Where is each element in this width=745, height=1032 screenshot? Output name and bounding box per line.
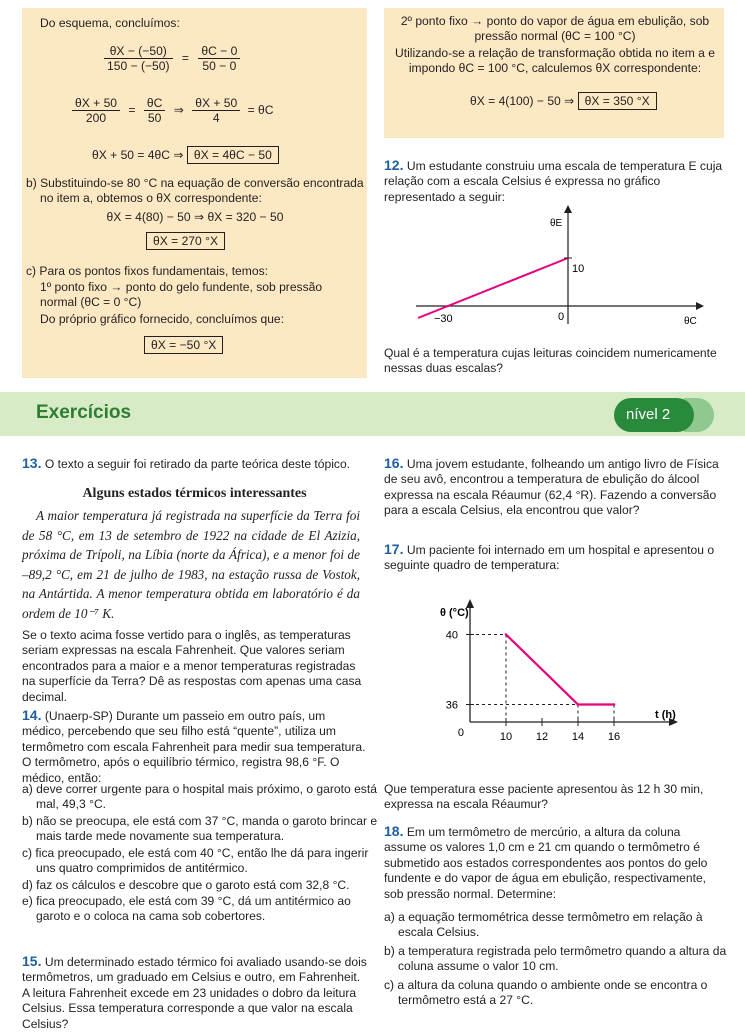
question-13 xyxy=(22,456,367,472)
eq2-c-numerator: θX + 50 xyxy=(192,96,240,111)
graph12-y-label: θE xyxy=(550,218,563,229)
question-17-number: 17. xyxy=(384,541,404,557)
chart17-y-tick-label-1: 40 xyxy=(445,629,458,642)
eq1-lhs-numerator: θX − (−50) xyxy=(104,44,173,59)
chart17-x-tick-label-2: 14 xyxy=(571,731,585,743)
eq1-rhs-denominator: 50 − 0 xyxy=(202,59,237,73)
solution-right-line2: Utilizando-se a relação de transformação obtida no item a e impondo θC = 100 °C, calculemos θX correspondente: xyxy=(395,46,715,76)
question-14 xyxy=(22,708,367,786)
question-15 xyxy=(22,954,367,1032)
question-14-option-a[interactable]: a) deve correr urgente para o hospital mais próximo, o garoto está mal, 49,3 °C. xyxy=(22,782,377,812)
equation-1: $\frac{\theta X - (-50)}{150 - (-50)}$ = $\frac{\theta C - 0}{50 - 0}$ xyxy=(104,44,284,73)
question-17 xyxy=(384,542,724,574)
question-14-option-e[interactable]: e) fica preocupado, ele está com 39 °C, dá um antitérmico ao garoto e o coloca na cama sob cobertores. xyxy=(22,894,351,924)
question-13-text: O texto a seguir foi retirado da parte teórica deste tópico. xyxy=(44,457,351,471)
eq3-left: θX + 50 = 4θC ⇒ xyxy=(92,148,184,162)
question-17-question: Que temperatura esse paciente apresentou às 12 h 30 min, expressa na escala Réaumur? xyxy=(384,782,704,812)
chart17-x-tick-label-3: 16 xyxy=(607,731,621,743)
question-14-option-d[interactable]: d) faz os cálculos e descobre que o garoto está com 32,8 °C. xyxy=(22,878,350,892)
equation-3 xyxy=(92,146,279,164)
eq2-a-denominator: 200 xyxy=(85,111,107,125)
question-15-number: 15. xyxy=(22,953,42,969)
solution-right-result: θX = 350 °X xyxy=(578,92,657,110)
chart17-origin-label: 0 xyxy=(457,727,464,739)
eq3-boxed-result: θX = 4θC − 50 xyxy=(187,146,279,164)
question-14-option-c[interactable]: c) fica preocupado, ele está com 40 °C, então lhe dá para ingerir uns quatro comprimidos de antitérmico. xyxy=(22,846,369,876)
solution-c-text2: 1º ponto fixo → ponto do gelo fundente, sob pressão normal (θC = 0 °C) xyxy=(40,280,323,310)
eq1-rhs-numerator: θC − 0 xyxy=(198,44,240,59)
solution-c-text1: c) Para os pontos fixos fundamentais, temos: xyxy=(26,264,268,278)
chart17-y-tick-label-0: 36 xyxy=(445,699,458,712)
chart17-x-label: t (h) xyxy=(655,709,676,721)
temperature-chart xyxy=(410,594,710,764)
question-12-question: Qual é a temperatura cujas leituras coincidem numericamente nessas duas escalas? xyxy=(384,346,717,376)
eq2-b-denominator: 50 xyxy=(147,111,162,125)
chart17-point-1 xyxy=(577,703,580,706)
solution-intro: Do esquema, concluímos: xyxy=(40,16,180,30)
solution-b-text: b) Substituindo-se 80 °C na equação de conversão encontrada no item a, obtemos o θX correspondente: xyxy=(26,176,364,206)
eq2-tail: = θC xyxy=(247,102,274,117)
question-18 xyxy=(384,824,724,902)
graph12-tick-y: 10 xyxy=(572,263,585,275)
section-title: Exercícios xyxy=(36,402,132,423)
question-13-box-text: A maior temperatura já registrada na superfície da Terra foi de 58 °C, em 13 de setembro de 1922 na cidade de El Azizia, próxima de Trípoli, na Líbia (norte da África), e a menor foi de –89,2 °C, em 21 de julho de 1983, na estação russa de Vostok, na Antártida. A menor temperatura obtida em laboratório é da ordem de 10⁻⁷ K. xyxy=(22,508,360,621)
solution-c-text3: Do próprio gráfico fornecido, concluímos que: xyxy=(40,312,285,326)
solution-c-result-wrap xyxy=(144,336,223,354)
eq1-lhs-denominator: 150 − (−50) xyxy=(107,59,170,73)
question-16-text: Uma jovem estudante, folheando um antigo livro de Física de seu avô, encontrou a temperatura de ebulição do álcool expressa na escala Réaumur (62,4 °R). Fazendo a conversão para a escala Celsius, ela encontrou que valor? xyxy=(384,457,719,518)
eq2-a-numerator: θX + 50 xyxy=(72,96,120,111)
equation-2: $\frac{\theta X + 50}{200}$ = $\frac{\theta C}{50}$ ⇒ $\frac{\theta X + 50}{4}$ = θC xyxy=(72,96,362,125)
question-16-number: 16. xyxy=(384,455,404,471)
question-12 xyxy=(384,158,724,205)
eq2-c-denominator: 4 xyxy=(212,111,220,125)
solution-b-result-wrap xyxy=(146,232,225,250)
solution-b-result: θX = 270 °X xyxy=(146,232,225,250)
graph-e-vs-celsius xyxy=(400,200,710,330)
chart17-point-2 xyxy=(613,703,616,706)
question-18-option-c[interactable]: c) a altura da coluna quando o ambiente onde se encontra o termômetro está a 27 °C. xyxy=(384,978,708,1008)
graph12-origin: 0 xyxy=(558,311,565,323)
chart17-point-0 xyxy=(505,633,508,636)
level-badge-label: nível 2 xyxy=(626,406,671,423)
graph12-line xyxy=(418,258,568,318)
question-18-text: Em um termômetro de mercúrio, a altura da coluna assume os valores 1,0 cm e 21 cm quando o termômetro é submetido aos estados correspondentes aos pontos do gelo fundente e do vapor de água em ebulição, respectivamente, sob pressão normal. Determine: xyxy=(384,825,708,901)
solution-right-equation xyxy=(470,92,657,110)
chart17-series-line xyxy=(506,635,614,705)
solution-right-eq: θX = 4(100) − 50 ⇒ xyxy=(470,94,575,108)
question-14-option-b[interactable]: b) não se preocupa, ele está com 37 °C, manda o garoto brincar e mais tarde mede novamente sua temperatura. xyxy=(22,814,378,844)
chart17-x-tick-label-1: 12 xyxy=(535,731,549,743)
question-16 xyxy=(384,456,724,519)
question-13-box-title: Alguns estados térmicos interessantes xyxy=(82,486,307,501)
solution-c-result: θX = −50 °X xyxy=(144,336,223,354)
eq2-b-numerator: θC xyxy=(144,96,165,111)
question-18-number: 18. xyxy=(384,823,404,839)
question-18-option-b[interactable]: b) a temperatura registrada pelo termômetro quando a altura da coluna assume o valor 10 cm. xyxy=(384,944,727,974)
question-12-number: 12. xyxy=(384,157,404,173)
solution-right-line1: 2º ponto fixo → ponto do vapor de água em ebulição, sob pressão normal (θC = 100 °C) xyxy=(400,14,710,44)
graph12-tick-x: −30 xyxy=(434,313,453,325)
question-12-text: Um estudante construiu uma escala de temperatura E cuja relação com a escala Celsius é expressa no gráfico representado a seguir: xyxy=(384,159,723,204)
question-17-text: Um paciente foi internado em um hospital e apresentou o seguinte quadro de temperatura: xyxy=(384,543,715,573)
solution-b-equation: θX = 4(80) − 50 ⇒ θX = 320 − 50 xyxy=(106,210,284,224)
question-15-text: Um determinado estado térmico foi avaliado usando-se dois termômetros, um graduado em Celsius e outro, em Fahrenheit. A leitura Fahrenheit excede em 23 unidades o dobro da leitura Celsius. Essa temperatura corresponde a que valor na escala Celsius? xyxy=(22,955,367,1031)
chart17-x-tick-label-0: 10 xyxy=(499,731,513,743)
chart17-y-label: θ (°C) xyxy=(440,607,469,619)
question-13-after: Se o texto acima fosse vertido para o inglês, as temperaturas seriam expressas na escala Fahrenheit. Que valores seriam encontrados para a maior e a menor temperaturas registradas na superfície da Terra? Dê as respostas com apenas uma casa decimal. xyxy=(22,628,362,704)
question-14-number: 14. xyxy=(22,707,42,723)
question-14-text: (Unaerp-SP) Durante um passeio em outro país, um médico, percebendo que seu filho está “quente”, utiliza um termômetro com escala Fahrenheit para medir sua temperatura. O termômetro, após o equilíbrio térmico, registra 98,6 °F. O médico, então: xyxy=(22,709,366,785)
question-13-number: 13. xyxy=(22,455,42,471)
question-18-option-a[interactable]: a) a equação termométrica desse termômetro em relação à escala Celsius. xyxy=(384,910,703,940)
graph12-x-label: θC xyxy=(684,316,697,327)
